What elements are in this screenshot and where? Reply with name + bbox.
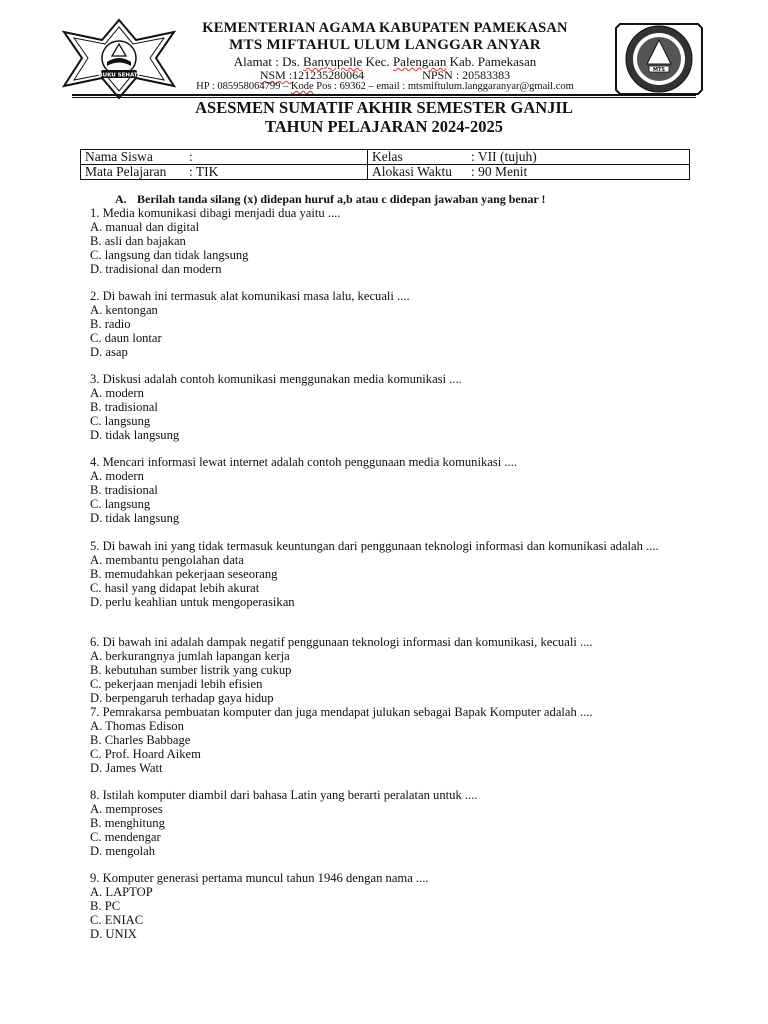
option-d[interactable]: D. perlu keahlian untuk mengoperasikan bbox=[90, 594, 295, 609]
option-a[interactable]: A. memproses bbox=[90, 801, 163, 816]
nama-value[interactable]: : bbox=[185, 150, 368, 165]
exam-year: TAHUN PELAJARAN 2024-2025 bbox=[264, 117, 504, 136]
kelas-label: Kelas bbox=[368, 150, 468, 165]
student-info-table bbox=[80, 149, 690, 180]
logo-right-text: MTS bbox=[653, 67, 665, 73]
option-a[interactable]: A. Thomas Edison bbox=[90, 718, 184, 733]
school-name: MTS MIFTAHUL ULUM LANGGAR ANYAR bbox=[229, 37, 541, 53]
option-d[interactable]: D. tidak langsung bbox=[90, 427, 180, 442]
address-suffix: Kab. Pamekasan bbox=[446, 54, 537, 69]
option-c[interactable]: C. pekerjaan menjadi lebih efisien bbox=[90, 676, 263, 691]
address-prefix: Alamat : Ds. bbox=[233, 54, 304, 69]
address-district: Palengaan bbox=[392, 54, 447, 69]
question-8 bbox=[90, 789, 680, 859]
question-text: 9. Komputer generasi pertama muncul tahun 1946 dengan nama .... bbox=[90, 871, 429, 885]
address-mid: Kec. bbox=[362, 54, 393, 69]
waktu-label: Alokasi Waktu bbox=[368, 165, 468, 180]
option-c[interactable]: C. Prof. Hoard Aikem bbox=[90, 746, 201, 761]
option-b[interactable]: B. radio bbox=[90, 316, 131, 331]
logo-left-text: BUKU SEHATI bbox=[98, 72, 140, 79]
option-c[interactable]: C. ENIAC bbox=[90, 912, 144, 927]
question-1 bbox=[90, 207, 680, 277]
question-text: 1. Media komunikasi dibagi menjadi dua yaitu .... bbox=[90, 206, 341, 220]
option-a[interactable]: A. kentongan bbox=[90, 302, 158, 317]
option-d[interactable]: D. James Watt bbox=[90, 760, 163, 775]
option-c[interactable]: C. mendengar bbox=[90, 829, 161, 844]
question-text: 5. Di bawah ini yang tidak termasuk keuntungan dari penggunaan teknologi informasi dan komunikasi adalah .... bbox=[90, 539, 659, 553]
option-d[interactable]: D. asap bbox=[90, 344, 128, 359]
nsm-label: NSM : bbox=[259, 68, 293, 82]
option-c[interactable]: C. langsung bbox=[90, 496, 151, 511]
option-a[interactable]: A. LAPTOP bbox=[90, 884, 153, 899]
question-7 bbox=[90, 706, 680, 776]
question-4 bbox=[90, 456, 680, 526]
option-b[interactable]: B. tradisional bbox=[90, 482, 158, 497]
exam-title: ASESMEN SUMATIF AKHIR SEMESTER GANJIL bbox=[195, 98, 573, 117]
question-text: 2. Di bawah ini termasuk alat komunikasi masa lalu, kecuali .... bbox=[90, 289, 410, 303]
option-b[interactable]: B. PC bbox=[90, 898, 121, 913]
question-text: 6. Di bawah ini adalah dampak negatif penggunaan teknologi informasi dan komunikasi, kecuali .... bbox=[90, 635, 593, 649]
school-contact bbox=[155, 81, 615, 92]
question-6 bbox=[90, 636, 680, 706]
option-a[interactable]: A. berkurangnya jumlah lapangan kerja bbox=[90, 648, 290, 663]
option-b[interactable]: B. menghitung bbox=[90, 815, 165, 830]
option-a[interactable]: A. modern bbox=[90, 468, 144, 483]
contact-suffix: Pos : 69362 – email : mtsmiftulum.langgaranyar@gmail.com bbox=[313, 81, 574, 92]
option-d[interactable]: D. tidak langsung bbox=[90, 510, 180, 525]
option-c[interactable]: C. langsung dan tidak langsung bbox=[90, 247, 249, 262]
option-d[interactable]: D. UNIX bbox=[90, 926, 137, 941]
waktu-value: : 90 Menit bbox=[471, 164, 528, 179]
option-b[interactable]: B. memudahkan pekerjaan seseorang bbox=[90, 566, 278, 581]
mapel-label: Mata Pelajaran bbox=[85, 164, 167, 179]
option-b[interactable]: B. kebutuhan sumber listrik yang cukup bbox=[90, 662, 292, 677]
address-village: Banyupelle bbox=[303, 54, 363, 69]
contact-kode: Kode bbox=[290, 81, 314, 92]
option-a[interactable]: A. modern bbox=[90, 385, 144, 400]
option-d[interactable]: D. mengolah bbox=[90, 843, 156, 858]
option-c[interactable]: C. langsung bbox=[90, 413, 151, 428]
question-text: 7. Pemrakarsa pembuatan komputer dan juga mendapat julukan sebagai Bapak Komputer adalah .... bbox=[90, 705, 593, 719]
nama-label: Nama Siswa bbox=[81, 150, 186, 165]
option-c[interactable]: C. hasil yang didapat lebih akurat bbox=[90, 580, 260, 595]
question-text: 4. Mencari informasi lewat internet adalah contoh penggunaan media komunikasi .... bbox=[90, 455, 518, 469]
option-b[interactable]: B. tradisional bbox=[90, 399, 158, 414]
question-5 bbox=[90, 540, 680, 610]
section-instruction bbox=[115, 192, 546, 207]
question-text: 3. Diskusi adalah contoh komunikasi menggunakan media komunikasi .... bbox=[90, 372, 462, 386]
option-d[interactable]: D. tradisional dan modern bbox=[90, 261, 222, 276]
question-3 bbox=[90, 373, 680, 443]
section-number: A. bbox=[115, 192, 127, 206]
option-b[interactable]: B. Charles Babbage bbox=[90, 732, 191, 747]
kelas-value: : VII (tujuh) bbox=[467, 150, 690, 165]
contact-prefix: HP : 085958064799 – bbox=[196, 81, 291, 92]
question-9 bbox=[90, 872, 680, 942]
instruction-text: Berilah tanda silang (x) didepan huruf a,b atau c didepan jawaban yang benar ! bbox=[137, 192, 546, 206]
mapel-value: : TIK bbox=[189, 164, 219, 179]
option-a[interactable]: A. membantu pengolahan data bbox=[90, 552, 244, 567]
question-2 bbox=[90, 290, 680, 360]
option-a[interactable]: A. manual dan digital bbox=[90, 219, 200, 234]
option-c[interactable]: C. daun lontar bbox=[90, 330, 162, 345]
option-b[interactable]: B. asli dan bajakan bbox=[90, 233, 186, 248]
npsn: NPSN : 20583383 bbox=[422, 68, 511, 82]
ministry-name: KEMENTERIAN AGAMA KABUPATEN PAMEKASAN bbox=[202, 20, 568, 36]
school-logo bbox=[612, 20, 706, 98]
header-rule-thick bbox=[72, 94, 696, 96]
question-text: 8. Istilah komputer diambil dari bahasa Latin yang berarti peralatan untuk .... bbox=[90, 788, 478, 802]
nsm-value: 121235280064 bbox=[292, 68, 365, 82]
option-d[interactable]: D. berpengaruh terhadap gaya hidup bbox=[90, 690, 274, 705]
